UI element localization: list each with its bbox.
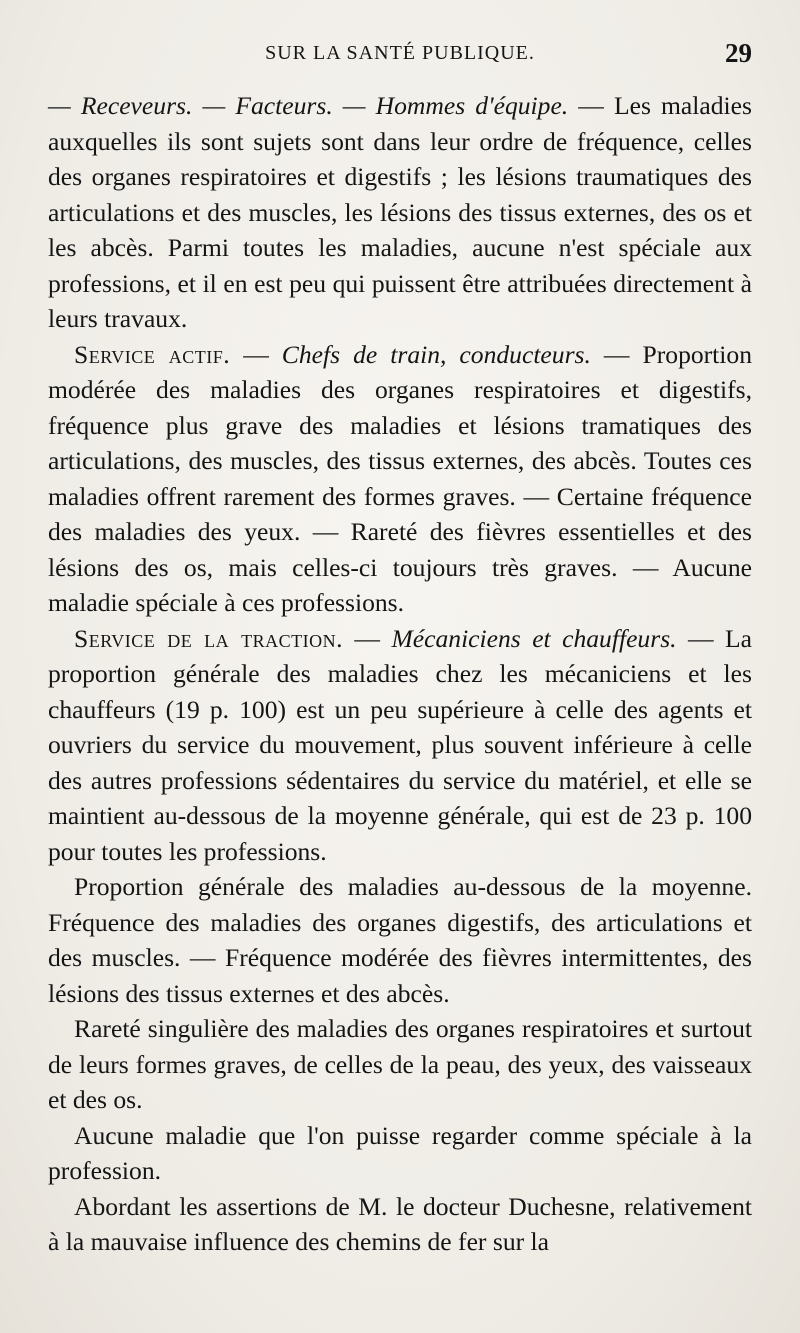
paragraph-lead-italic: Mécaniciens et chauffeurs. xyxy=(391,623,677,653)
section-heading-service-actif: Service actif. xyxy=(74,339,231,369)
page-number: 29 xyxy=(725,38,752,68)
body-text xyxy=(48,88,752,1260)
heading-separator: — xyxy=(342,623,392,653)
paragraph-receveurs xyxy=(48,88,752,337)
paragraph-service-actif xyxy=(48,337,752,621)
running-head: SUR LA SANTÉ PUBLIQUE. xyxy=(265,42,535,64)
paragraph-lead-italic: — Receveurs. — Facteurs. — Hommes d'équipe. xyxy=(48,91,569,120)
paragraph-text: — Proportion modérée des maladies des organes respiratoires et digestifs, fréquence plus grave des maladies et lésions tramatiques des articulations, des muscles, des tissus externes, des abcès. Toutes ces maladies offrent rarement des formes graves. — Certaine fréquence des maladies des yeux. — Rareté des fièvres essentielles et des lésions des os, mais celles-ci toujours très graves. — Aucune maladie spéciale à ces professions. xyxy=(48,339,752,617)
paragraph-text: — Les maladies auxquelles ils sont sujets sont dans leur ordre de fréquence, celles des organes respiratoires et digestifs ; les lésions traumatiques des articulations et des muscles, les lésions des tissus externes, des os et les abcès. Parmi toutes les maladies, aucune n'est spéciale aux professions, et il en est peu qui puissent être attribuées directement à leurs travaux. xyxy=(48,91,752,333)
paragraph-service-traction xyxy=(48,621,752,870)
paragraph-text: — La proportion générale des maladies chez les mécaniciens et les chauffeurs (19 p. 100) est un peu supérieure à celle des agents et ouvriers du service du mouvement, plus souvent inférieure à celle des autres professions sédentaires du service du matériel, et elle se maintient au-dessous de la moyenne générale, qui est de 23 p. 100 pour toutes les professions. xyxy=(48,623,753,866)
paragraph-aucune-maladie: Aucune maladie que l'on puisse regarder comme spéciale à la profession. xyxy=(48,1120,752,1185)
paragraph-proportion: Proportion générale des maladies au-dessous de la moyenne. Fréquence des maladies des organes digestifs, des articulations et des muscles. — Fréquence modérée des fièvres intermittentes, des lésions des tissus externes et des abcès. xyxy=(48,872,752,1008)
paragraph-abordant: Abordant les assertions de M. le docteur Duchesne, relativement à la mauvaise influence des chemins de fer sur la xyxy=(48,1191,752,1256)
page-header xyxy=(48,38,752,72)
section-heading-service-traction: Service de la traction. xyxy=(74,623,343,653)
paragraph-rarete: Rareté singulière des maladies des organes respiratoires et surtout de leurs formes graves, de celles de la peau, des yeux, des vaisseaux et des os. xyxy=(48,1014,752,1114)
heading-separator: — xyxy=(230,339,282,369)
paragraph-lead-italic: Chefs de train, conducteurs. xyxy=(281,339,591,369)
